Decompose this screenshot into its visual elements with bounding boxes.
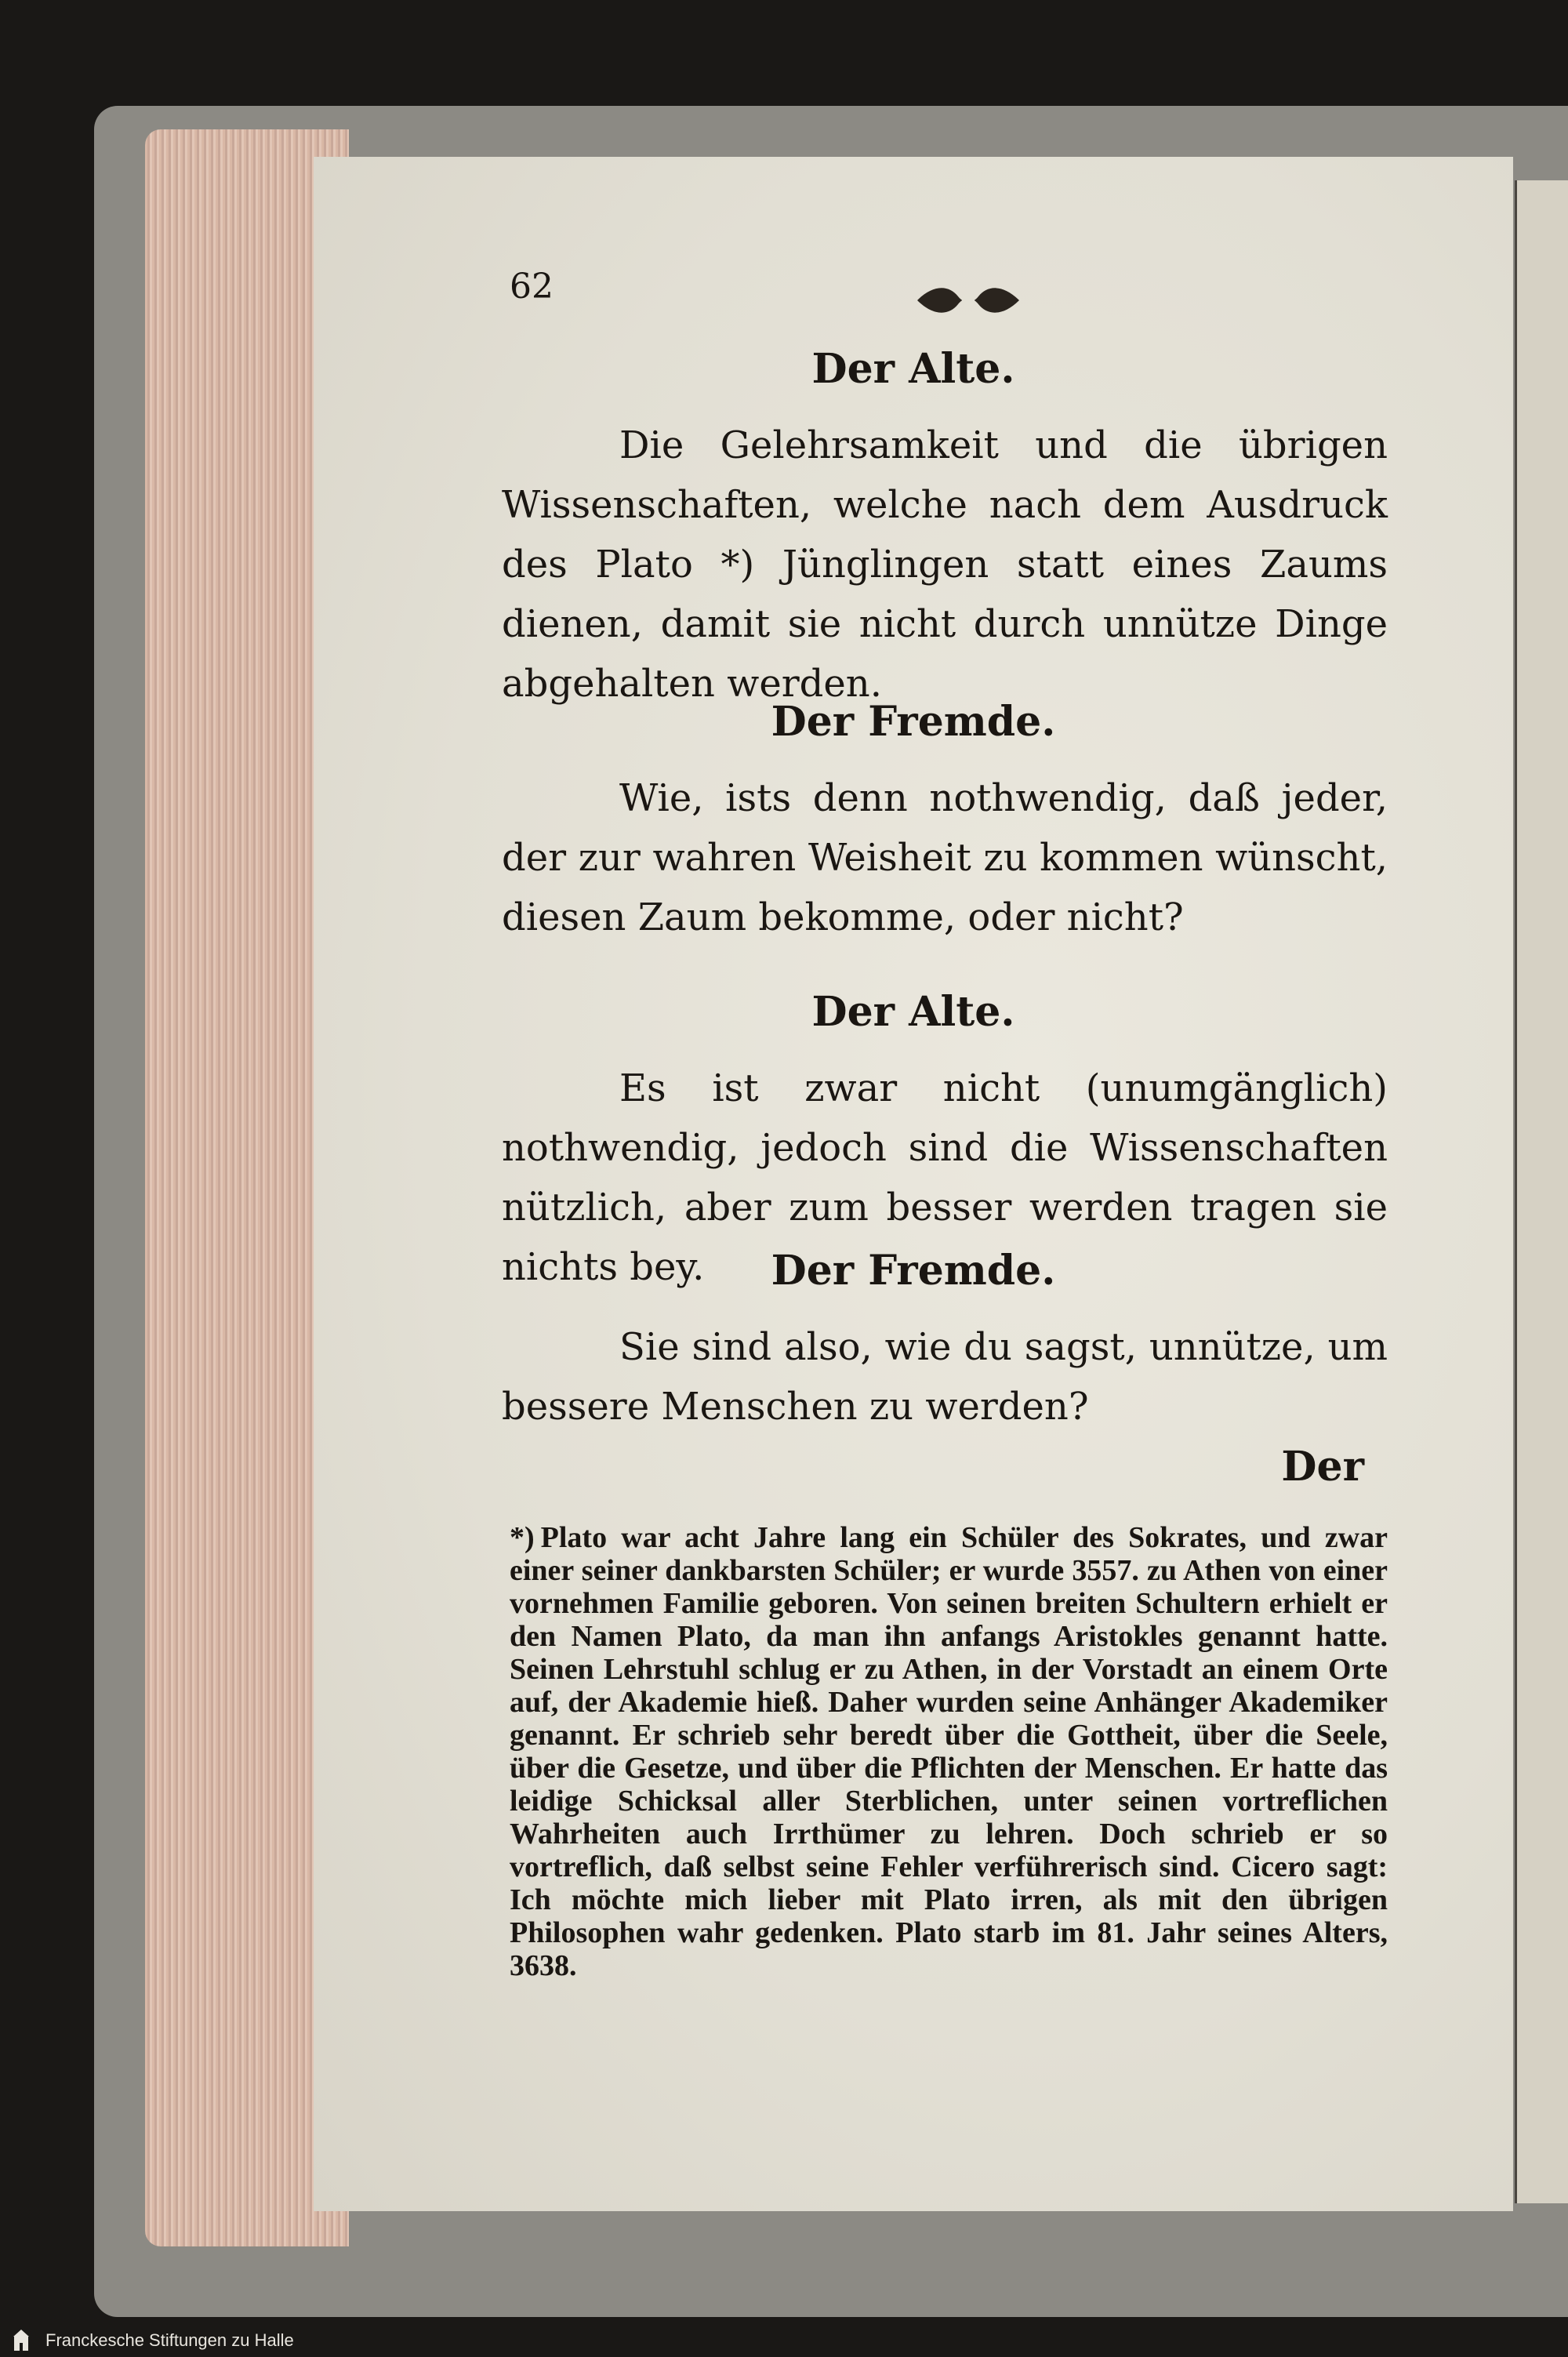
speaker-heading: Der Fremde. <box>771 1247 1056 1295</box>
footnote-text: Plato war acht Jahre lang ein Schüler des Sokrates, und zwar einer seiner dankbarsten Schüler; er wurde 3557. zu Athen von einer vornehmen Familie geboren. Von seinen breiten Schultern erhielt er den Namen Plato, da man ihn anfangs Aristokles genannt hatte. Seinen Lehrstuhl schlug er zu Athen, in der Vorstadt an einem Orte auf, der Akademie hieß. Daher wurden seine Anhänger Akademiker genannt. Er schrieb sehr beredt über die Gottheit, über die Seele, über die Gesetze, und über die Pflichten der Menschen. Er hatte das leidige Schicksal aller Sterblichen, unter seinen vortreflichen Wahrheiten auch Irrthümer zu lehren. Doch schrieb er so vortreflich, daß selbst seine Fehler verführerisch sind. Cicero sagt: Ich möchte mich lieber mit Plato irren, als mit den übrigen Philosophen wahr gedenken. Plato starb im 81. Jahr seines Alters, 3638. <box>510 1521 1388 1982</box>
institution-logo-icon <box>13 2329 30 2352</box>
facing-page-edge <box>1515 180 1568 2203</box>
ornament-icon <box>909 273 1027 328</box>
catchword: Der <box>1281 1443 1364 1491</box>
dialogue-paragraph: Wie, ists denn nothwendig, daß jeder, der zur wahren Weisheit zu kommen wünscht, diesen Zaum bekomme, oder nicht? <box>502 776 1388 939</box>
speaker-heading: Der Alte. <box>811 345 1015 393</box>
footnote-mark: *) <box>510 1521 535 1554</box>
institution-name: Franckesche Stiftungen zu Halle <box>45 2330 294 2350</box>
footnote <box>510 1521 1388 1982</box>
dialogue-paragraph: Es ist zwar nicht (unumgänglich) nothwendig, jedoch sind die Wissenschaften nützlich, aber zum besser werden tragen sie nichts bey. <box>502 1066 1388 1289</box>
dialogue-paragraph: Die Gelehrsamkeit und die übrigen Wissenschaften, welche nach dem Ausdruck des Plato *) Jünglingen statt eines Zaums dienen, damit sie nicht durch unnütze Dinge abgehalten werden. <box>502 423 1388 706</box>
book-page <box>314 157 1513 2211</box>
footer-bar <box>0 2324 1568 2357</box>
dialogue-paragraph: Sie sind also, wie du sagst, unnütze, um bessere Menschen zu werden? <box>502 1325 1388 1429</box>
speaker-heading: Der Fremde. <box>771 698 1056 746</box>
speaker-heading: Der Alte. <box>811 988 1015 1036</box>
page-number: 62 <box>510 267 554 307</box>
